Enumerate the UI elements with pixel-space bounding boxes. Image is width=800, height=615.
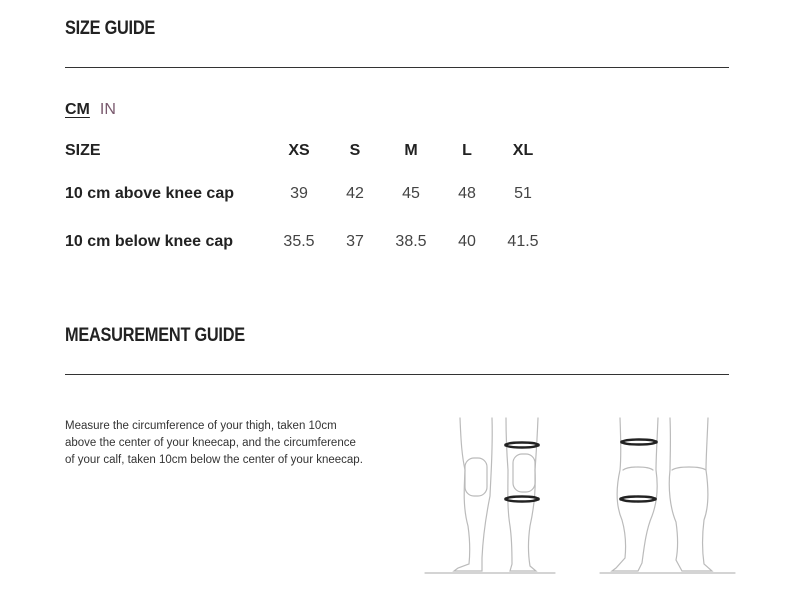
row-label: 10 cm below knee cap xyxy=(65,233,234,250)
table-cell: 39 xyxy=(290,185,308,202)
size-column-header: S xyxy=(349,142,361,159)
legs-measurement-illustration xyxy=(420,408,740,578)
size-column-header: XL xyxy=(512,142,534,159)
size-header-label: SIZE xyxy=(65,142,101,159)
size-guide-title: SIZE GUIDE xyxy=(65,18,156,39)
table-cell: 51 xyxy=(514,185,532,202)
divider xyxy=(65,374,729,375)
unit-cm-tab[interactable]: CM xyxy=(65,101,90,118)
front-left-leg xyxy=(454,418,492,571)
calf-band xyxy=(506,497,538,502)
table-cell: 38.5 xyxy=(395,233,427,250)
measurement-guide-title: MEASUREMENT GUIDE xyxy=(65,325,245,346)
measurement-bands-front xyxy=(506,443,538,502)
size-column-header: XS xyxy=(288,142,310,159)
back-right-leg xyxy=(669,418,712,571)
table-cell: 40 xyxy=(458,233,476,250)
unit-in-tab[interactable]: IN xyxy=(99,101,116,118)
thigh-band-back xyxy=(622,440,656,445)
measurement-description: Measure the circumference of your thigh, taken 10cm above the center of your kneecap, and the circumference of your calf, taken 10cm below the center of your kneecap. xyxy=(65,420,363,466)
size-column-header: M xyxy=(404,142,418,159)
size-table xyxy=(65,131,551,267)
table-header-row xyxy=(65,131,551,171)
size-column-header: L xyxy=(462,142,472,159)
row-label: 10 cm above knee cap xyxy=(65,185,234,202)
table-cell: 45 xyxy=(402,185,420,202)
table-cell: 37 xyxy=(346,233,364,250)
divider xyxy=(65,67,729,68)
table-cell: 35.5 xyxy=(283,233,315,250)
calf-band-back xyxy=(621,497,655,502)
table-cell: 48 xyxy=(458,185,476,202)
front-right-leg xyxy=(506,418,538,571)
table-cell: 41.5 xyxy=(507,233,539,250)
table-cell: 42 xyxy=(346,185,364,202)
thigh-band xyxy=(506,443,538,448)
band-end-dots-back xyxy=(619,440,658,501)
unit-toggle xyxy=(65,101,116,119)
table-row xyxy=(65,217,551,267)
measurement-bands-back xyxy=(621,440,656,502)
table-row xyxy=(65,171,551,217)
